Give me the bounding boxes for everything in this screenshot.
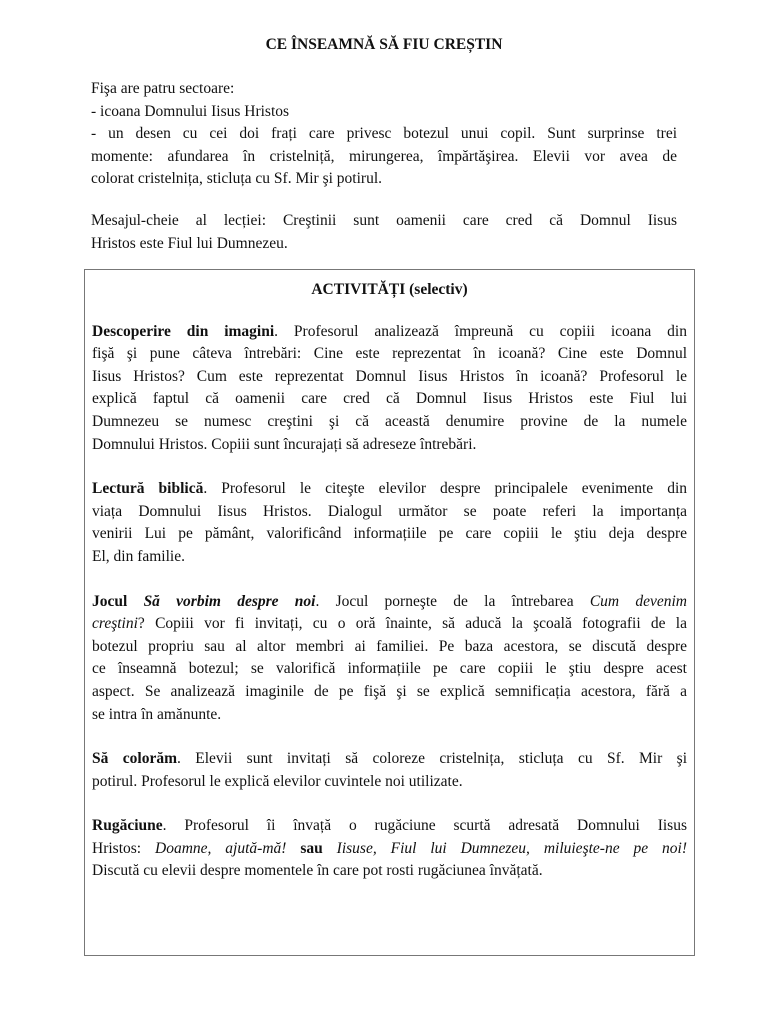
activity-game: Jocul Să vorbim despre noi. Jocul porneşte de la întrebarea Cum devenim creştini? Copiii vor fi invitați, cu o oră înainte, să aducă la şcoală fotografii de la botezul propriu sau al altor membri ai familiei. Pe baza acestora, se discută despre ce înseamnă botezul; se valorifică informațiile pe care copiii le ştiu despre acest aspect. Se analizează imaginile de pe fişă şi se explică semnificația acestora, fără a se intra în amănunte.	[92, 592, 687, 723]
activity-prayer-title: Rugăciune	[92, 817, 163, 835]
activity-game-title: Jocul Să vorbim despre noi	[92, 592, 316, 610]
key-message: Mesajul-cheie al lecției: Creştinii sunt oamenii care cred că Domnul Iisus Hristos este Fiul lui Dumnezeu.	[91, 211, 677, 252]
activity-prayer: Rugăciune. Profesorul îi învață o rugăciune scurtă adresată Domnului Iisus Hristos: Doamne, ajută-mă! sau Iisuse, Fiul lui Dumnezeu, miluieşte-ne pe noi! Discută cu elevii despre momentele în care pot rosti rugăciunea învățată.	[92, 817, 687, 880]
activity-coloring-title: Să colorăm	[92, 750, 177, 768]
activity-coloring: Să colorăm. Elevii sunt invitați să coloreze cristelnița, sticluța cu Sf. Mir şi potirul. Profesorul le explică elevilor cuvintele noi utilizate.	[92, 750, 687, 790]
intro-section	[91, 78, 677, 255]
intro-item-1: - icoana Domnului Iisus Hristos	[91, 102, 290, 120]
intro-heading: Fişa are patru sectoare:	[91, 80, 235, 97]
intro-item-2: - un desen cu cei doi frați care privesc botezul unui copil. Sunt surprinse trei momente: afundarea în cristelniță, mirungerea, împărtăşirea. Elevii vor avea de colorat cristelnița, sticluța cu Sf. Mir şi potirul.	[91, 125, 677, 188]
prayer-2: Iisuse, Fiul lui Dumnezeu, miluieşte-ne pe noi!	[336, 839, 687, 857]
activity-bible-reading: Lectură biblică. Profesorul le citeşte elevilor despre principalele evenimente din viața Domnului Iisus Hristos. Dialogul următor se poate referi la importanța venirii Lui pe pământ, valorificând informațiile pe care copiii le ştiu deja despre El, din familie.	[92, 480, 687, 565]
prayer-1: Doamne, ajută-mă!	[155, 839, 287, 857]
activities-box	[84, 269, 695, 956]
activity-bible-reading-title: Lectură biblică	[92, 480, 204, 498]
document-title: CE ÎNSEAMNĂ SĂ FIU CREȘTIN	[265, 36, 503, 53]
activity-discovery-title: Descoperire din imagini	[92, 322, 275, 340]
activity-discovery: Descoperire din imagini. Profesorul analizează împreună cu copiii icoana din fişă şi pune câteva întrebări: Cine este reprezentat în icoană? Cine este Domnul Iisus Hristos? Cum este reprezentat Domnul Iisus Hristos în icoană? Profesorul le explică faptul că oamenii care cred că Domnul Iisus Hristos este Fiul lui Dumnezeu se numesc creştini şi că această denumire provine de la numele Domnului Hristos. Copiii sunt încurajați să adreseze întrebări.	[92, 322, 687, 453]
activities-heading: ACTIVITĂȚI (selectiv)	[311, 281, 468, 298]
